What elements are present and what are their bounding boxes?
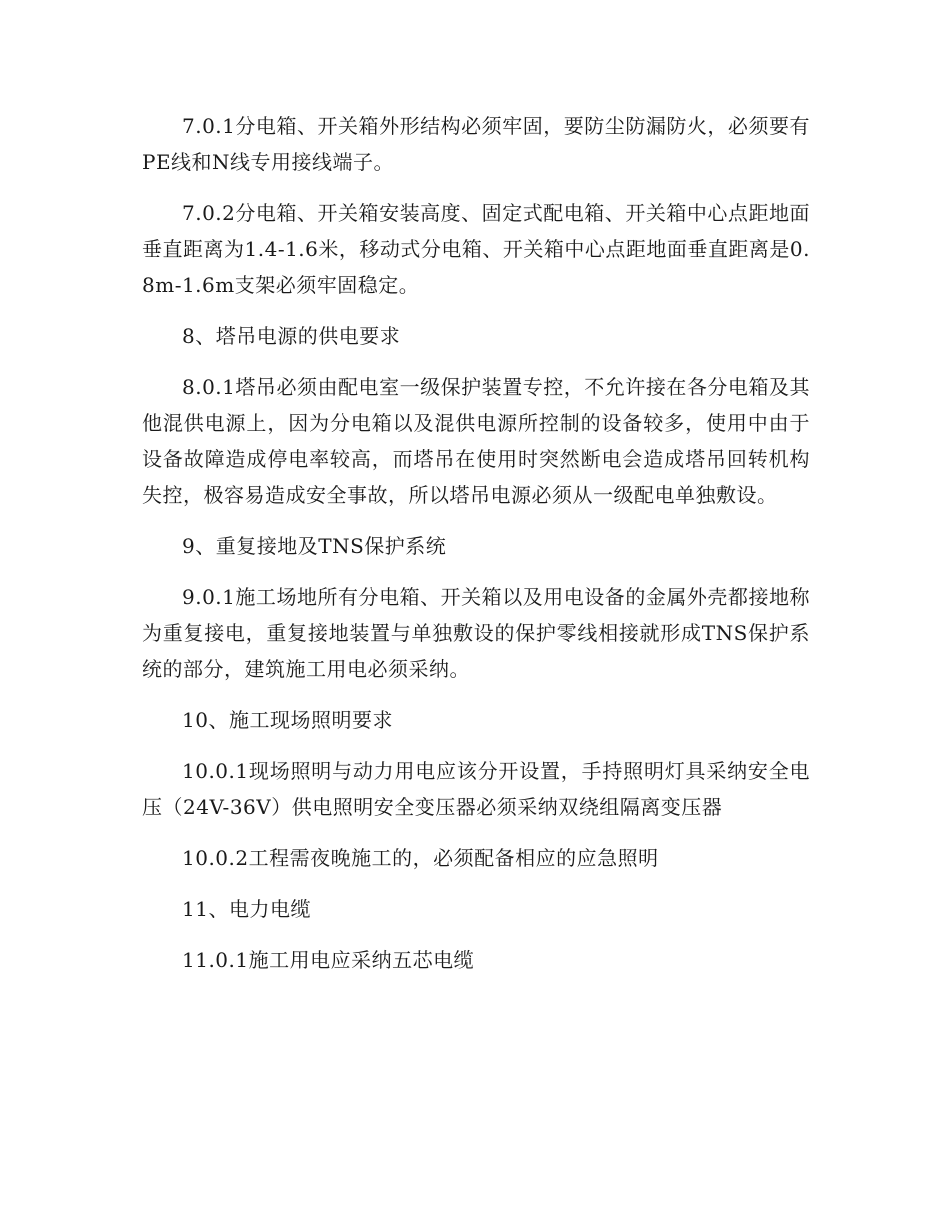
document-body — [142, 108, 810, 993]
section-heading-11: 11、电力电缆 — [182, 897, 311, 921]
paragraph-10-0-2: 10.0.2工程需夜晚施工的，必须配备相应的应急照明 — [182, 846, 659, 870]
section-heading-9: 9、重复接地及TNS保护系统 — [182, 534, 447, 558]
paragraph-7-0-1: 7.0.1分电箱、开关箱外形结构必须牢固，要防尘防漏防火，必须要有PE线和N线专用接线端子。 — [142, 114, 810, 174]
paragraph-8-0-1: 8.0.1塔吊必须由配电室一级保护装置专控，不允许接在各分电箱及其他混供电源上，因为分电箱以及混供电源所控制的设备较多，使用中由于设备故障造成停电率较高，而塔吊在使用时突然断电会造成塔吊回转机构失控，极容易造成安全事故，所以塔吊电源必须从一级配电单独敷设。 — [142, 375, 810, 507]
section-heading-10: 10、施工现场照明要求 — [182, 708, 393, 732]
section-heading-8: 8、塔吊电源的供电要求 — [182, 324, 401, 348]
paragraph-10-0-1: 10.0.1现场照明与动力用电应该分开设置，手持照明灯具采纳安全电压（24V-36V）供电照明安全变压器必须采纳双绕组隔离变压器 — [142, 759, 810, 819]
paragraph-11-0-1: 11.0.1施工用电应采纳五芯电缆 — [182, 948, 475, 972]
paragraph-7-0-2: 7.0.2分电箱、开关箱安装高度、固定式配电箱、开关箱中心点距地面垂直距离为1.4-1.6米，移动式分电箱、开关箱中心点距地面垂直距离是0.8m-1.6m支架必须牢固稳定。 — [142, 201, 810, 297]
paragraph-9-0-1: 9.0.1施工场地所有分电箱、开关箱以及用电设备的金属外壳都接地称为重复接电，重复接地装置与单独敷设的保护零线相接就形成TNS保护系统的部分，建筑施工用电必须采纳。 — [142, 585, 810, 681]
